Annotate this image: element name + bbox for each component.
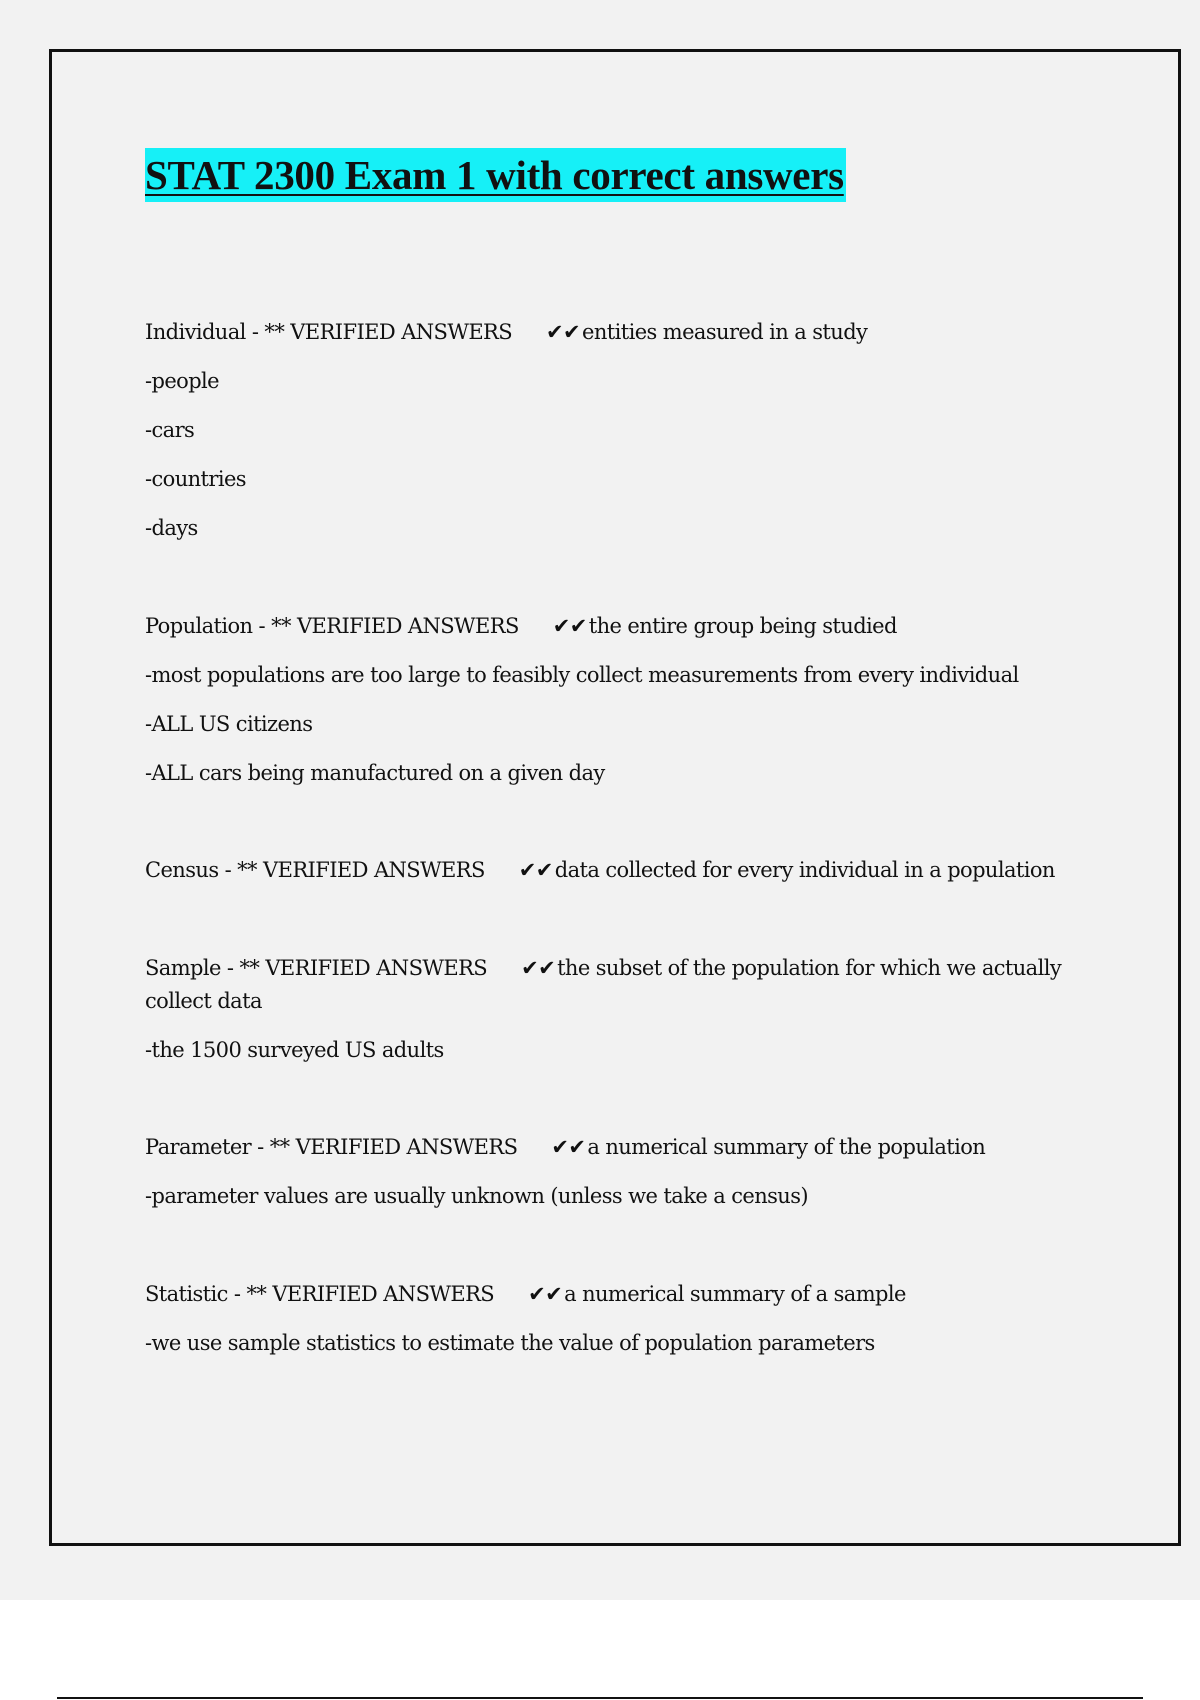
term-census	[145, 854, 1105, 887]
checkmark-icon: ✔✔	[528, 1282, 563, 1306]
term-label: Census -	[145, 858, 238, 882]
term-heading	[145, 316, 1105, 349]
term-definition: the entire group being studied	[588, 614, 897, 638]
term-note: -cars	[145, 418, 195, 442]
document-content	[145, 148, 1105, 1355]
term-definition: a numerical summary of a sample	[564, 1282, 906, 1306]
checkmark-icon: ✔✔	[552, 614, 587, 638]
term-note: -days	[145, 516, 198, 540]
term-note: -we use sample statistics to estimate the value of population parameters	[145, 1331, 875, 1355]
term-note: -ALL US citizens	[145, 712, 313, 736]
term-definition: entities measured in a study	[582, 320, 868, 344]
checkmark-icon: ✔✔	[521, 956, 556, 980]
term-label: Sample -	[145, 956, 240, 980]
verified-tag: ** VERIFIED ANSWERS	[269, 1135, 518, 1159]
term-statistic	[145, 1278, 1105, 1360]
term-definition: the subset of the population for which we actually	[557, 956, 1062, 980]
term-sample	[145, 952, 1105, 1067]
verified-tag: ** VERIFIED ANSWERS	[239, 956, 488, 980]
term-heading	[145, 1131, 1105, 1164]
term-label: Individual -	[145, 320, 265, 344]
term-note: -ALL cars being manufactured on a given day	[145, 761, 605, 785]
term-heading	[145, 952, 1105, 985]
checkmark-icon: ✔✔	[518, 858, 553, 882]
term-note: -parameter values are usually unknown (unless we take a census)	[145, 1184, 809, 1208]
verified-tag: ** VERIFIED ANSWERS	[271, 614, 519, 638]
term-parameter	[145, 1131, 1105, 1213]
term-heading	[145, 1278, 1105, 1311]
term-definition-continued: collect data	[145, 989, 262, 1013]
term-individual	[145, 316, 1105, 545]
term-heading	[145, 610, 1105, 643]
term-note: -the 1500 surveyed US adults	[145, 1038, 444, 1062]
term-heading	[145, 854, 1105, 887]
verified-tag: ** VERIFIED ANSWERS	[237, 858, 485, 882]
verified-tag: ** VERIFIED ANSWERS	[264, 320, 513, 344]
checkmark-icon: ✔✔	[551, 1135, 586, 1159]
term-note: -countries	[145, 467, 246, 491]
verified-tag: ** VERIFIED ANSWERS	[246, 1282, 495, 1306]
footer-divider	[57, 1697, 1143, 1699]
term-label: Parameter -	[145, 1135, 270, 1159]
checkmark-icon: ✔✔	[546, 320, 581, 344]
document-title: STAT 2300 Exam 1 with correct answers	[145, 148, 846, 202]
term-note: -most populations are too large to feasibly collect measurements from every individual	[145, 663, 1019, 687]
term-label: Population -	[145, 614, 272, 638]
term-label: Statistic -	[145, 1282, 247, 1306]
term-definition: a numerical summary of the population	[587, 1135, 986, 1159]
term-definition: data collected for every individual in a population	[554, 858, 1055, 882]
term-note: -people	[145, 369, 219, 393]
term-population	[145, 610, 1105, 790]
